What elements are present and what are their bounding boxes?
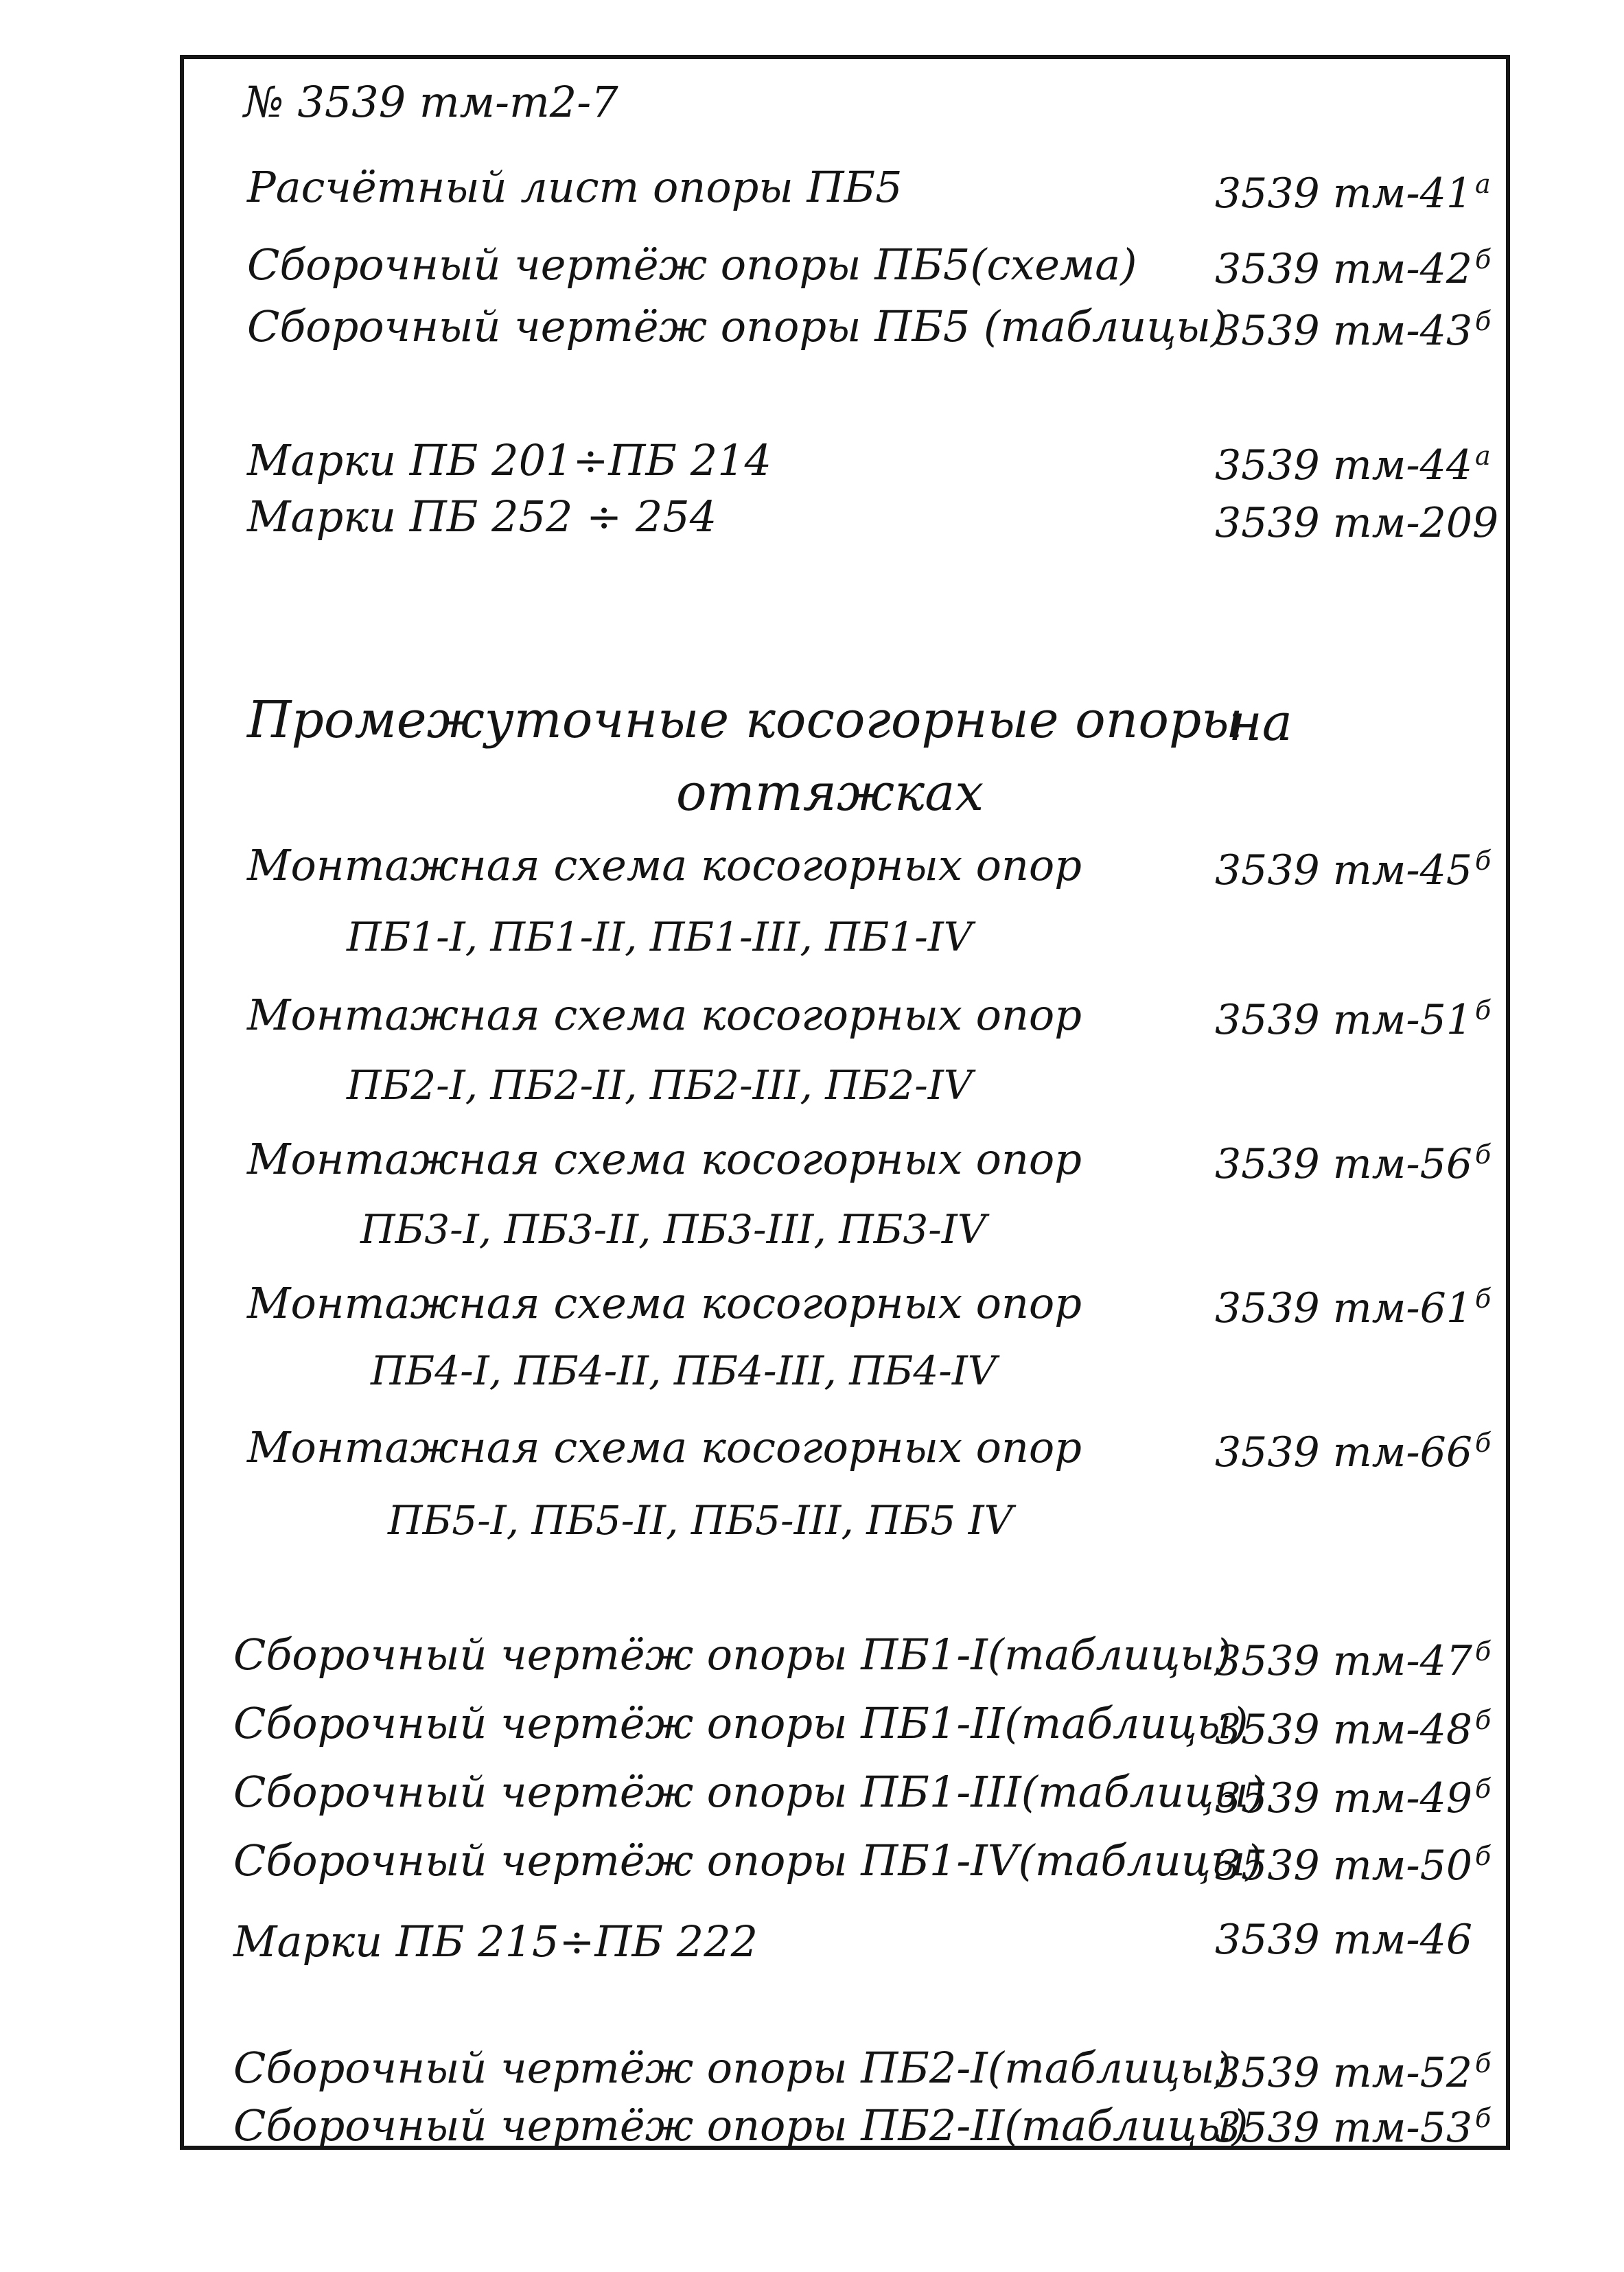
entry-code: 3539 тм-53 $^б$ — [1215, 2103, 1492, 2152]
entry-text: Монтажная схема косогорных опор — [247, 1422, 1082, 1472]
entry-text: Марки ПБ 252 ÷ 254 — [247, 491, 717, 542]
section-heading-tail: на — [1229, 693, 1292, 752]
entry-code: 3539 тм-50 $^б$ — [1215, 1841, 1492, 1890]
entry-text: Сборочный чертёж опоры ПБ1-IV(таблицы) — [233, 1835, 1262, 1886]
entry-subtext: ПБ3-I, ПБ3-II, ПБ3-III, ПБ3-IV — [360, 1206, 986, 1253]
entry-text: Монтажная схема косогорных опор — [247, 1278, 1082, 1328]
entry-code: 3539 тм-61 $^б$ — [1215, 1284, 1492, 1332]
entry-code: 3539 тм-52 $^б$ — [1215, 2048, 1492, 2097]
section-heading-line2: оттяжках — [676, 763, 984, 822]
entry-text: Сборочный чертёж опоры ПБ2-II(таблицы) — [233, 2100, 1249, 2151]
entry-text: Монтажная схема косогорных опор — [247, 840, 1082, 890]
entry-code: 3539 тм-56 $^б$ — [1215, 1139, 1492, 1188]
entry-text: Сборочный чертёж опоры ПБ1-III(таблицы) — [233, 1767, 1265, 1817]
entry-text: Сборочный чертёж опоры ПБ5 (таблицы) — [247, 301, 1228, 351]
entry-code: 3539 тм-46 — [1215, 1916, 1473, 1964]
entry-subtext: ПБ1-I, ПБ1-II, ПБ1-III, ПБ1-IV — [347, 914, 973, 960]
entry-subtext: ПБ5-I, ПБ5-II, ПБ5-III, ПБ5 IV — [388, 1497, 1013, 1544]
entry-code: 3539 тм-42 $^б$ — [1215, 244, 1492, 293]
entry-code: 3539 тм-45 $^б$ — [1215, 846, 1492, 894]
entry-text: Сборочный чертёж опоры ПБ5(схема) — [247, 240, 1137, 290]
entry-text: Марки ПБ 201÷ПБ 214 — [247, 435, 772, 485]
entry-code: 3539 тм-43 $^б$ — [1215, 306, 1492, 355]
document-number: № 3539 тм-т2-7 — [244, 77, 618, 127]
entry-code: 3539 тм-44 $^а$ — [1215, 441, 1491, 489]
entry-code: 3539 тм-49 $^б$ — [1215, 1774, 1492, 1822]
entry-code: 3539 тм-48 $^б$ — [1215, 1705, 1492, 1754]
entry-text: Сборочный чертёж опоры ПБ1-I(таблицы) — [233, 1630, 1231, 1680]
entry-subtext: ПБ4-I, ПБ4-II, ПБ4-III, ПБ4-IV — [371, 1347, 997, 1394]
entry-text: Сборочный чертёж опоры ПБ2-I(таблицы) — [233, 2043, 1231, 2093]
entry-code: 3539 тм-51 $^б$ — [1215, 995, 1492, 1044]
entry-subtext: ПБ2-I, ПБ2-II, ПБ2-III, ПБ2-IV — [347, 1062, 973, 1109]
entry-text: Монтажная схема косогорных опор — [247, 1134, 1082, 1184]
entry-code: 3539 тм-47 $^б$ — [1215, 1636, 1492, 1685]
entry-text: Расчётный лист опоры ПБ5 — [247, 162, 903, 212]
entry-text: Монтажная схема косогорных опор — [247, 990, 1082, 1040]
entry-code: 3539 тм-66 $^б$ — [1215, 1428, 1492, 1476]
entry-text: Марки ПБ 215÷ПБ 222 — [233, 1916, 758, 1967]
section-heading: Промежуточные косогорные опоры — [247, 691, 1243, 750]
entry-text: Сборочный чертёж опоры ПБ1-II(таблицы) — [233, 1698, 1249, 1748]
entry-code: 3539 тм-41 $^а$ — [1215, 169, 1491, 218]
entry-code: 3539 тм-209 — [1215, 499, 1499, 547]
